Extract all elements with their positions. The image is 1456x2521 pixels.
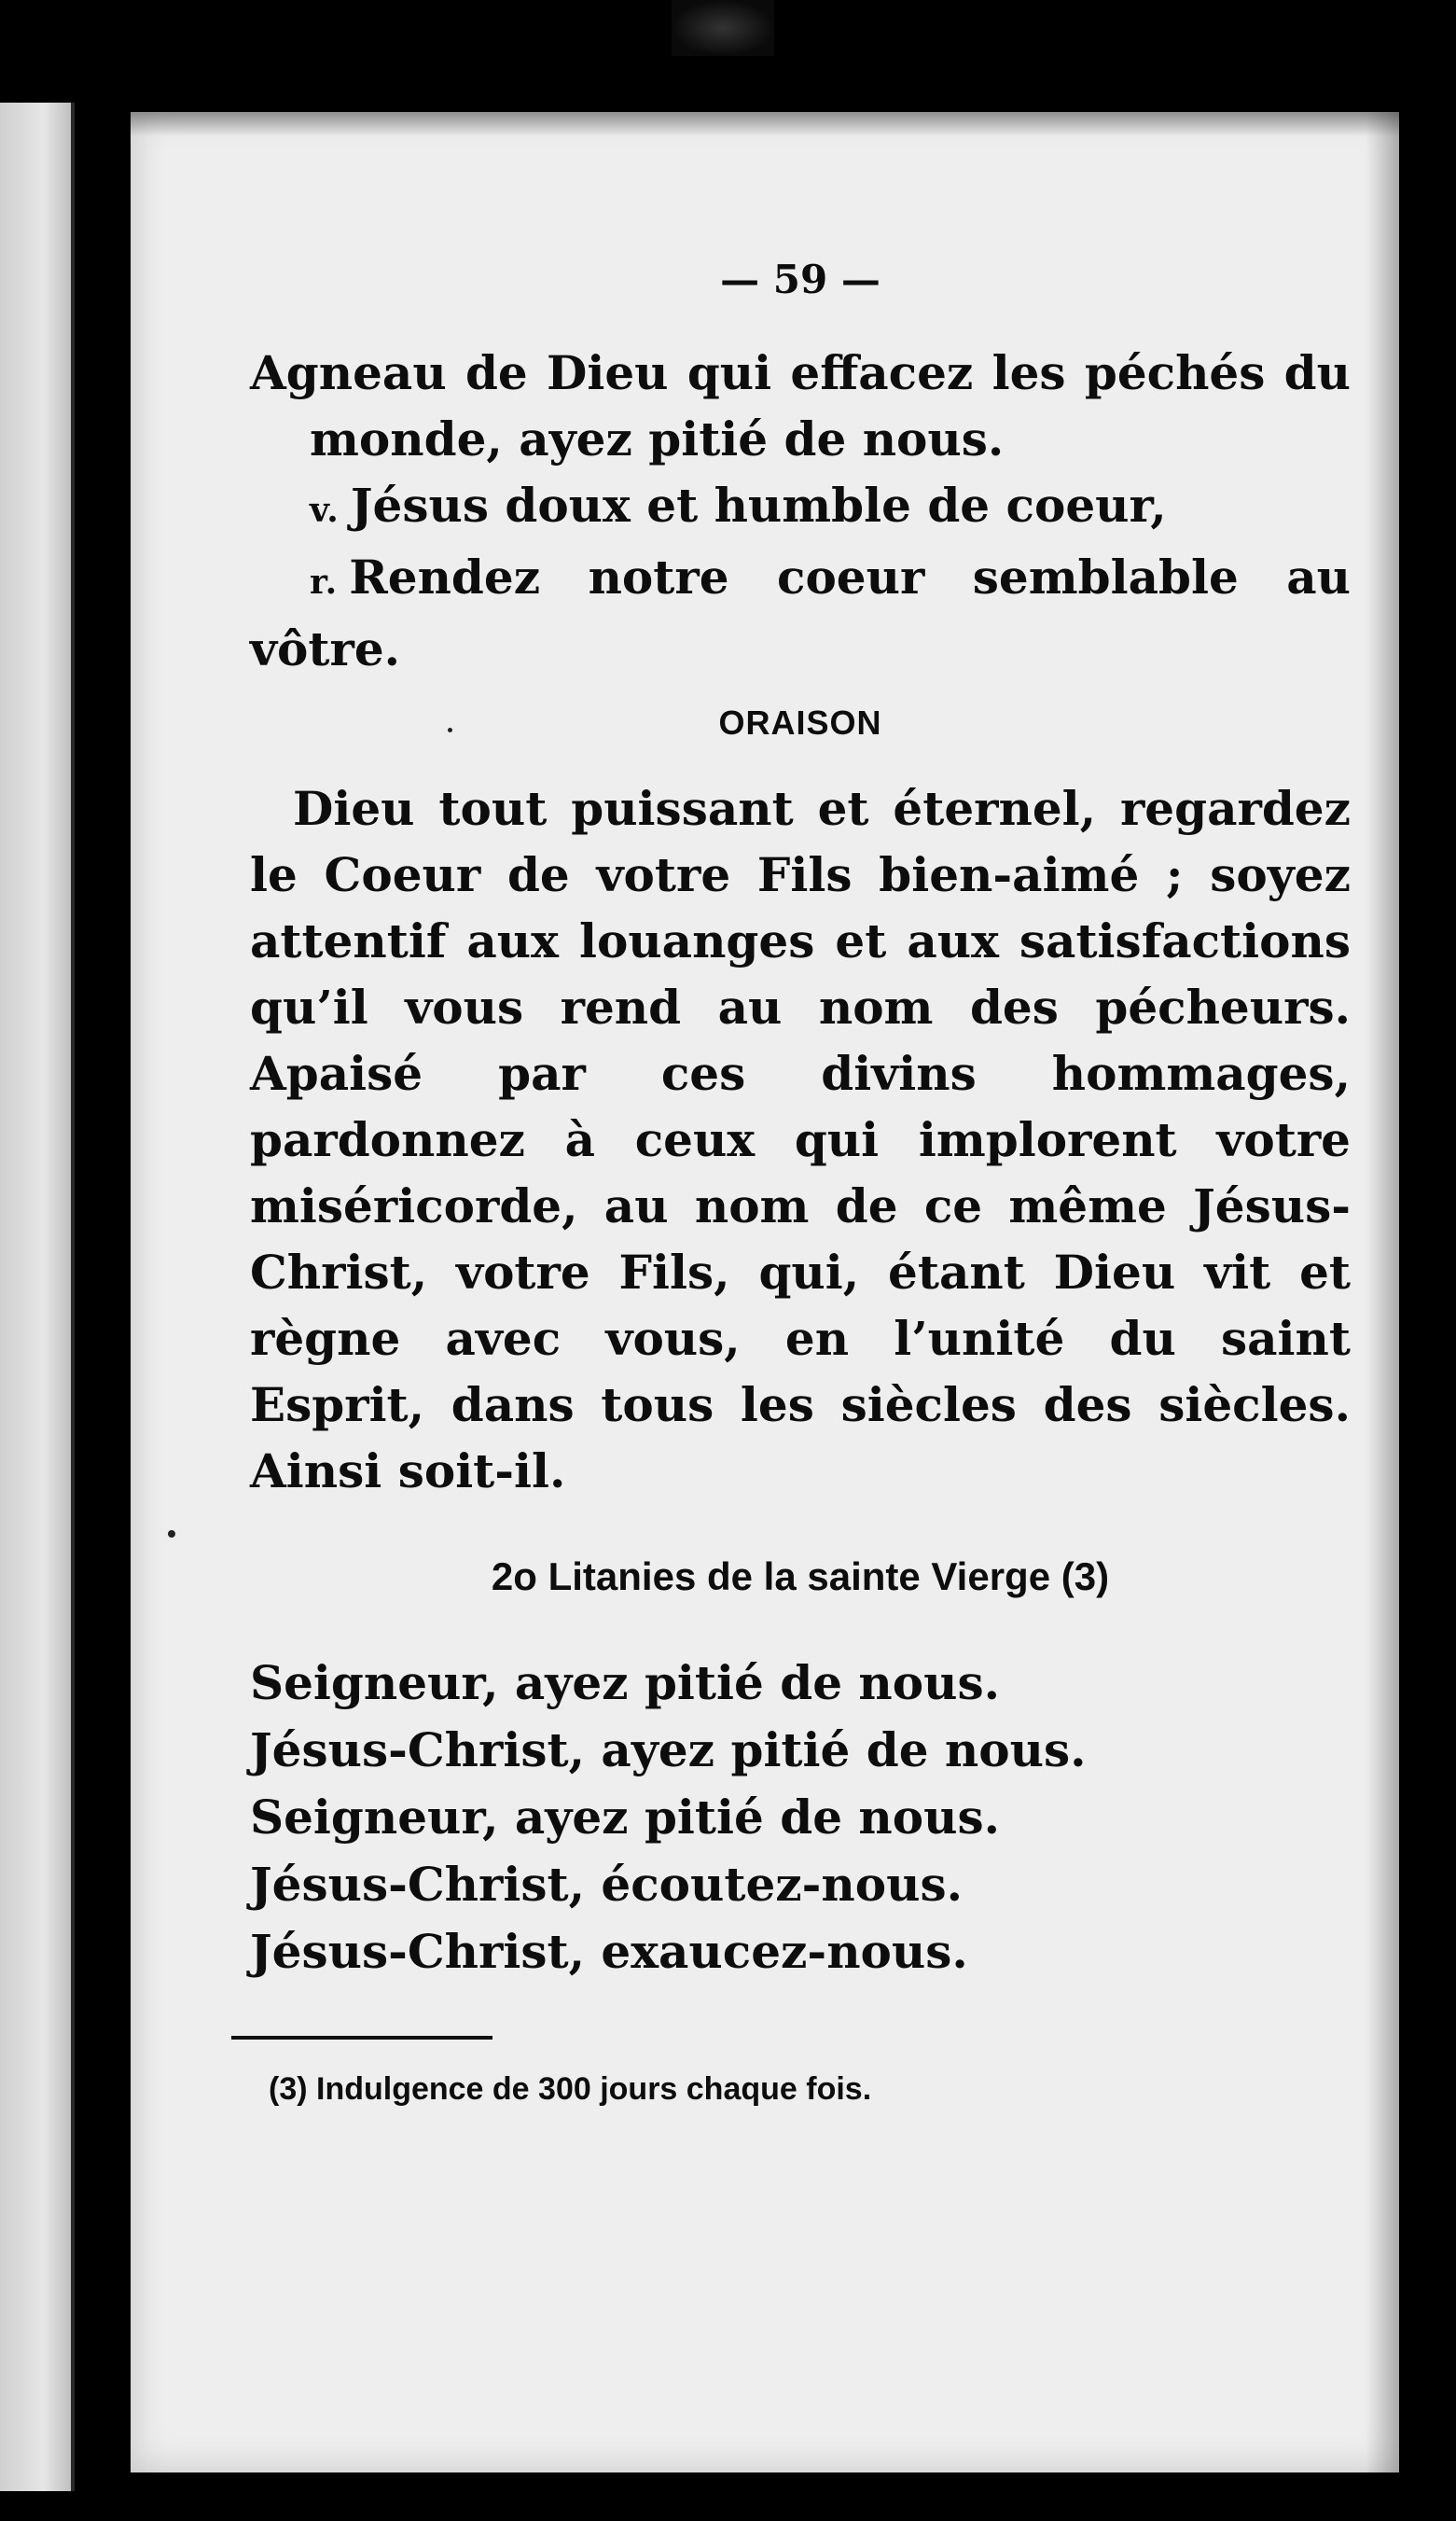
section-title: 2o Litanies de la sainte Vierge (3): [491, 1554, 1110, 1598]
footnote-rule: [231, 2036, 492, 2040]
scan-blot: [672, 0, 774, 56]
page-shadow-top: [131, 112, 1399, 136]
versicle-line: [250, 472, 1351, 544]
page-number: — 59 —: [720, 257, 881, 302]
agnus-dei-line: Agneau de Dieu qui effacez les péchés du monde, ayez pitié de nous.: [250, 345, 1351, 467]
response-indent: [250, 550, 310, 605]
invocation-list: [250, 1650, 1351, 1985]
facing-page-edge: [0, 103, 73, 2491]
invocation-line: Jésus-Christ, exaucez-nous.: [250, 1924, 968, 1979]
ink-speck: [448, 728, 452, 732]
page-gutter: [71, 103, 75, 2491]
footnote: (3) Indulgence de 300 jours chaque fois.: [269, 2071, 872, 2107]
page-shadow-right: [1366, 112, 1399, 2472]
prayer-heading: ORAISON: [718, 703, 882, 742]
response-line: [250, 544, 1351, 682]
text-block: [250, 252, 1351, 2112]
ink-speck: [168, 1530, 175, 1538]
book-page: [131, 112, 1399, 2472]
invocation-line: Seigneur, ayez pitié de nous.: [250, 1655, 1001, 1710]
versicle-mark: v.: [310, 491, 340, 530]
invocation-line: Jésus-Christ, ayez pitié de nous.: [250, 1722, 1087, 1777]
versicle-text: Jésus doux et humble de coeur,: [350, 478, 1167, 533]
response-mark: r.: [310, 563, 339, 602]
invocation-line: Seigneur, ayez pitié de nous.: [250, 1790, 1001, 1845]
prayer-text: Dieu tout puissant et éternel, regardez le Coeur de votre Fils bien-aimé ; soyez attentif aux louanges et aux satisfactions qu’il vous rend au nom des pécheurs. Apaisé par ces divins hommages, pardonnez à ceux qui implorent votre miséricorde, au nom de ce même Jésus-Christ, votre Fils, qui, étant Dieu vit et règne avec vous, en l’unité du saint Esprit, dans tous les siècles des siècles. Ainsi soit-il.: [250, 781, 1351, 1498]
response-text: Rendez notre coeur semblable au vôtre.: [250, 550, 1351, 676]
invocation-line: Jésus-Christ, écoutez-nous.: [250, 1857, 964, 1912]
